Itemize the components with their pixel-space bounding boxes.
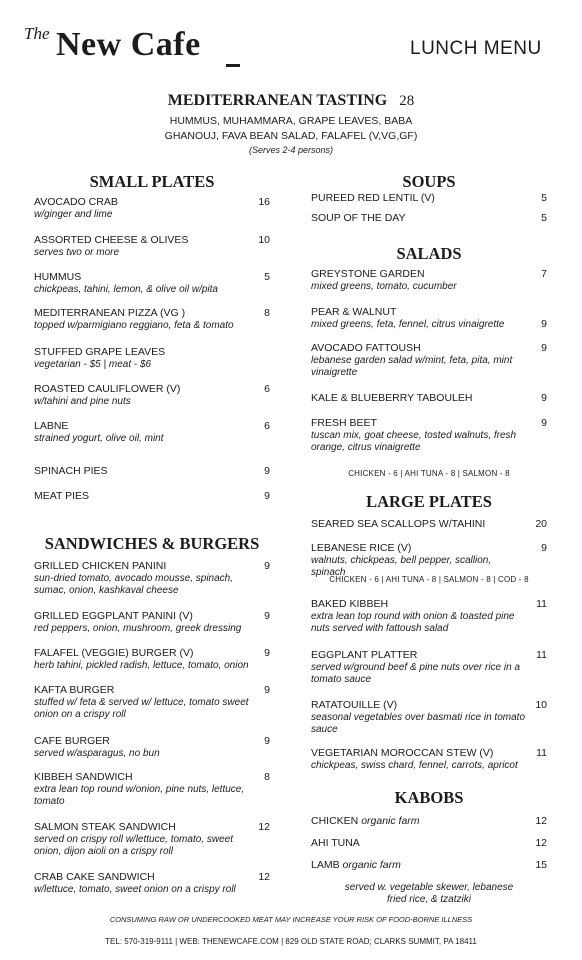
item-name: KIBBEH SANDWICH xyxy=(34,771,133,783)
item-name: KAFTA BURGER xyxy=(34,684,115,696)
menu-title: LUNCH MENU xyxy=(410,38,542,59)
item-name: GRILLED CHICKEN PANINI xyxy=(34,560,167,572)
item-price: 12 xyxy=(535,815,547,827)
menu-item xyxy=(34,383,270,408)
item-price: 8 xyxy=(264,771,270,783)
item-desc: topped w/parmigiano reggiano, feta & tomato xyxy=(34,320,234,331)
item-price: 9 xyxy=(264,647,270,659)
menu-item xyxy=(311,542,547,579)
tasting-block xyxy=(0,92,582,157)
item-price: 11 xyxy=(536,649,547,661)
menu-item xyxy=(311,837,547,850)
item-desc: lebanese garden salad w/mint, feta, pita, mint vinaigrette xyxy=(311,355,513,378)
item-name: GREYSTONE GARDEN xyxy=(311,268,425,280)
right-column xyxy=(311,172,547,912)
item-price: 6 xyxy=(264,383,270,395)
item-name: RATATOUILLE (V) xyxy=(311,699,398,711)
item-price: 11 xyxy=(536,747,547,759)
item-desc: sun-dried tomato, avocado mousse, spinach, sumac, onion, kashkaval cheese xyxy=(34,573,233,596)
item-desc: served on crispy roll w/lettuce, tomato, sweet onion, dijon aioli on a crispy roll xyxy=(34,834,233,857)
item-desc: herb tahini, pickled radish, lettuce, tomato, onion xyxy=(34,660,249,671)
menu-item xyxy=(311,518,547,531)
item-desc: chickpeas, tahini, lemon, & olive oil w/pita xyxy=(34,284,218,295)
item-desc: walnuts, chickpeas, bell pepper, scallion, spinach xyxy=(311,555,492,578)
item-name: KALE & BLUEBERRY TABOULEH xyxy=(311,392,473,404)
item-desc: served w/asparagus, no bun xyxy=(34,748,160,759)
menu-item xyxy=(311,417,547,454)
item-price: 16 xyxy=(258,196,270,208)
item-desc: chickpeas, swiss chard, fennel, carrots, apricot xyxy=(311,760,518,771)
item-name: GRILLED EGGPLANT PANINI (V) xyxy=(34,610,193,622)
item-name: SEARED SEA SCALLOPS W/TAHINI xyxy=(311,518,486,530)
item-desc: w/ginger and lime xyxy=(34,209,113,220)
menu-item xyxy=(34,234,270,259)
menu-item xyxy=(311,268,547,293)
item-name: SPINACH PIES xyxy=(34,465,108,477)
menu-item xyxy=(34,610,270,635)
menu-item xyxy=(311,747,547,772)
section-title-sandwiches: SANDWICHES & BURGERS xyxy=(44,534,260,553)
menu-item xyxy=(34,821,270,858)
item-name: SOUP OF THE DAY xyxy=(311,212,406,224)
item-name: CRAB CAKE SANDWICH xyxy=(34,871,155,883)
item-desc: extra lean top round with onion & toasted pine nuts served with fattoush salad xyxy=(311,611,515,634)
item-price: 9 xyxy=(264,465,270,477)
item-desc: red peppers, onion, mushroom, greek dressing xyxy=(34,623,242,634)
item-price: 9 xyxy=(541,542,547,554)
tasting-desc-line: GHANOUJ, FAVA BEAN SALAD, FALAFEL (V,VG,GF) xyxy=(164,130,418,142)
item-desc: served w/ground beef & pine nuts over rice in a tomato sauce xyxy=(311,662,521,685)
tasting-price: 28 xyxy=(399,93,415,109)
menu-item xyxy=(34,871,270,896)
kabob-name: CHICKEN xyxy=(311,815,359,827)
menu-item xyxy=(34,346,270,371)
item-name: PUREED RED LENTIL (V) xyxy=(311,192,435,204)
item-price: 9 xyxy=(541,318,547,330)
item-name: STUFFED GRAPE LEAVES xyxy=(34,346,166,358)
salad-addons: CHICKEN - 6 | AHI TUNA - 8 | SALMON - 8 xyxy=(348,469,510,478)
menu-item xyxy=(311,649,547,686)
tasting-desc xyxy=(0,114,582,144)
item-desc: extra lean top round w/onion, pine nuts, lettuce, tomato xyxy=(34,784,245,807)
kabobs-served-line: fried rice, & tzatziki xyxy=(387,894,471,905)
tasting-name: MEDITERRANEAN TASTING xyxy=(167,92,388,109)
item-desc: serves two or more xyxy=(34,247,120,258)
left-column xyxy=(34,172,270,912)
item-name: LABNE xyxy=(34,420,69,432)
tasting-desc-line: HUMMUS, MUHAMMARA, GRAPE LEAVES, BABA xyxy=(169,115,413,127)
tasting-serves: (Serves 2-4 persons) xyxy=(248,145,334,155)
item-desc: seasonal vegetables over basmati rice in tomato sauce xyxy=(311,712,526,735)
item-price: 10 xyxy=(258,234,270,246)
item-price: 7 xyxy=(541,268,547,280)
item-name: CAFE BURGER xyxy=(34,735,110,747)
item-name: SALMON STEAK SANDWICH xyxy=(34,821,176,833)
item-price: 5 xyxy=(264,271,270,283)
item-name: MEAT PIES xyxy=(34,490,90,502)
menu-item xyxy=(311,699,547,736)
logo-underline xyxy=(226,64,240,67)
menu-item xyxy=(34,490,270,503)
item-price: 5 xyxy=(541,212,547,224)
item-name: PEAR & WALNUT xyxy=(311,306,397,318)
item-name: EGGPLANT PLATTER xyxy=(311,649,418,661)
section-title-soups: SOUPS xyxy=(402,172,456,191)
item-name: VEGETARIAN MOROCCAN STEW (V) xyxy=(311,747,494,759)
item-name: AVOCADO CRAB xyxy=(34,196,118,208)
menu-item xyxy=(34,771,270,808)
item-price: 15 xyxy=(535,859,547,871)
item-price: 12 xyxy=(258,871,270,883)
menu-item xyxy=(34,465,270,478)
menu-item xyxy=(34,684,270,721)
menu-item xyxy=(311,392,547,405)
menu-item xyxy=(34,560,270,597)
menu-item xyxy=(311,815,547,828)
item-name: LEBANESE RICE (V) xyxy=(311,542,412,554)
item-desc: vegetarian - $5 | meat - $6 xyxy=(34,359,152,370)
item-name: ROASTED CAULIFLOWER (V) xyxy=(34,383,181,395)
item-name: HUMMUS xyxy=(34,271,82,283)
item-price: 9 xyxy=(541,417,547,429)
item-name xyxy=(311,815,547,828)
menu-item xyxy=(311,192,547,205)
menu-item xyxy=(311,212,547,225)
logo-the: The xyxy=(24,24,50,43)
item-price: 10 xyxy=(535,699,547,711)
section-title-kabobs: KABOBS xyxy=(394,788,464,807)
section-title-salads: SALADS xyxy=(396,244,462,263)
menu-item xyxy=(34,647,270,672)
item-price: 5 xyxy=(541,192,547,204)
menu-item xyxy=(311,306,547,331)
menu-item xyxy=(311,859,547,872)
menu-item xyxy=(34,307,270,332)
menu-item xyxy=(34,271,270,296)
item-price: 11 xyxy=(536,598,547,610)
item-name xyxy=(311,859,547,872)
section-title-small-plates: SMALL PLATES xyxy=(89,172,215,191)
item-price: 20 xyxy=(535,518,547,530)
kabob-note: organic farm xyxy=(361,815,420,827)
item-desc: strained yogurt, olive oil, mint xyxy=(34,433,164,444)
item-desc: mixed greens, feta, fennel, citrus vinaigrette xyxy=(311,319,505,330)
menu-item xyxy=(34,735,270,760)
item-price: 9 xyxy=(264,610,270,622)
logo-name: New Cafe xyxy=(56,26,201,63)
item-desc: tuscan mix, goat cheese, tosted walnuts, fresh orange, citrus vinaigrette xyxy=(311,430,517,453)
kabob-name: AHI TUNA xyxy=(311,837,360,849)
menu-item xyxy=(311,342,547,379)
menu-item xyxy=(311,598,547,635)
item-desc: mixed greens, tomato, cucumber xyxy=(311,281,457,292)
contact-info: TEL: 570-319-9111 | WEB: THENEWCAFE.COM | 829 OLD STATE ROAD; CLARKS SUMMIT, PA 18411 xyxy=(105,937,477,946)
menu-item xyxy=(34,420,270,445)
item-price: 9 xyxy=(541,392,547,404)
item-name: AVOCADO FATTOUSH xyxy=(311,342,421,354)
item-desc: stuffed w/ feta & served w/ lettuce, tomato sweet onion on a crispy roll xyxy=(34,697,249,720)
item-name: FRESH BEET xyxy=(311,417,377,429)
kabobs-served-with xyxy=(311,882,547,906)
section-title-large-plates: LARGE PLATES xyxy=(366,492,492,511)
item-name xyxy=(311,837,547,850)
item-price: 8 xyxy=(264,307,270,319)
kabobs-served-line: served w. vegetable skewer, lebanese xyxy=(344,882,514,893)
kabob-name: LAMB xyxy=(311,859,340,871)
item-price: 9 xyxy=(264,490,270,502)
item-price: 6 xyxy=(264,420,270,432)
large-plates-addons: CHICKEN - 6 | AHI TUNA - 8 | SALMON - 8 | COD - 8 xyxy=(329,575,529,584)
item-name: FALAFEL (VEGGIE) BURGER (V) xyxy=(34,647,194,659)
menu-item xyxy=(34,196,270,221)
item-desc: w/tahini and pine nuts xyxy=(34,396,131,407)
item-price: 9 xyxy=(264,560,270,572)
item-price: 12 xyxy=(535,837,547,849)
item-name: MEDITERRANEAN PIZZA (VG ) xyxy=(34,307,186,319)
item-desc: w/lettuce, tomato, sweet onion on a crispy roll xyxy=(34,884,236,895)
item-name: BAKED KIBBEH xyxy=(311,598,389,610)
item-price: 9 xyxy=(541,342,547,354)
item-name: ASSORTED CHEESE & OLIVES xyxy=(34,234,189,246)
item-price: 12 xyxy=(258,821,270,833)
item-price: 9 xyxy=(264,735,270,747)
kabob-note: organic farm xyxy=(342,859,401,871)
food-safety-warning: CONSUMING RAW OR UNDERCOOKED MEAT MAY INCREASE YOUR RISK OF FOOD-BORNE ILLNESS xyxy=(109,915,473,924)
item-price: 9 xyxy=(264,684,270,696)
